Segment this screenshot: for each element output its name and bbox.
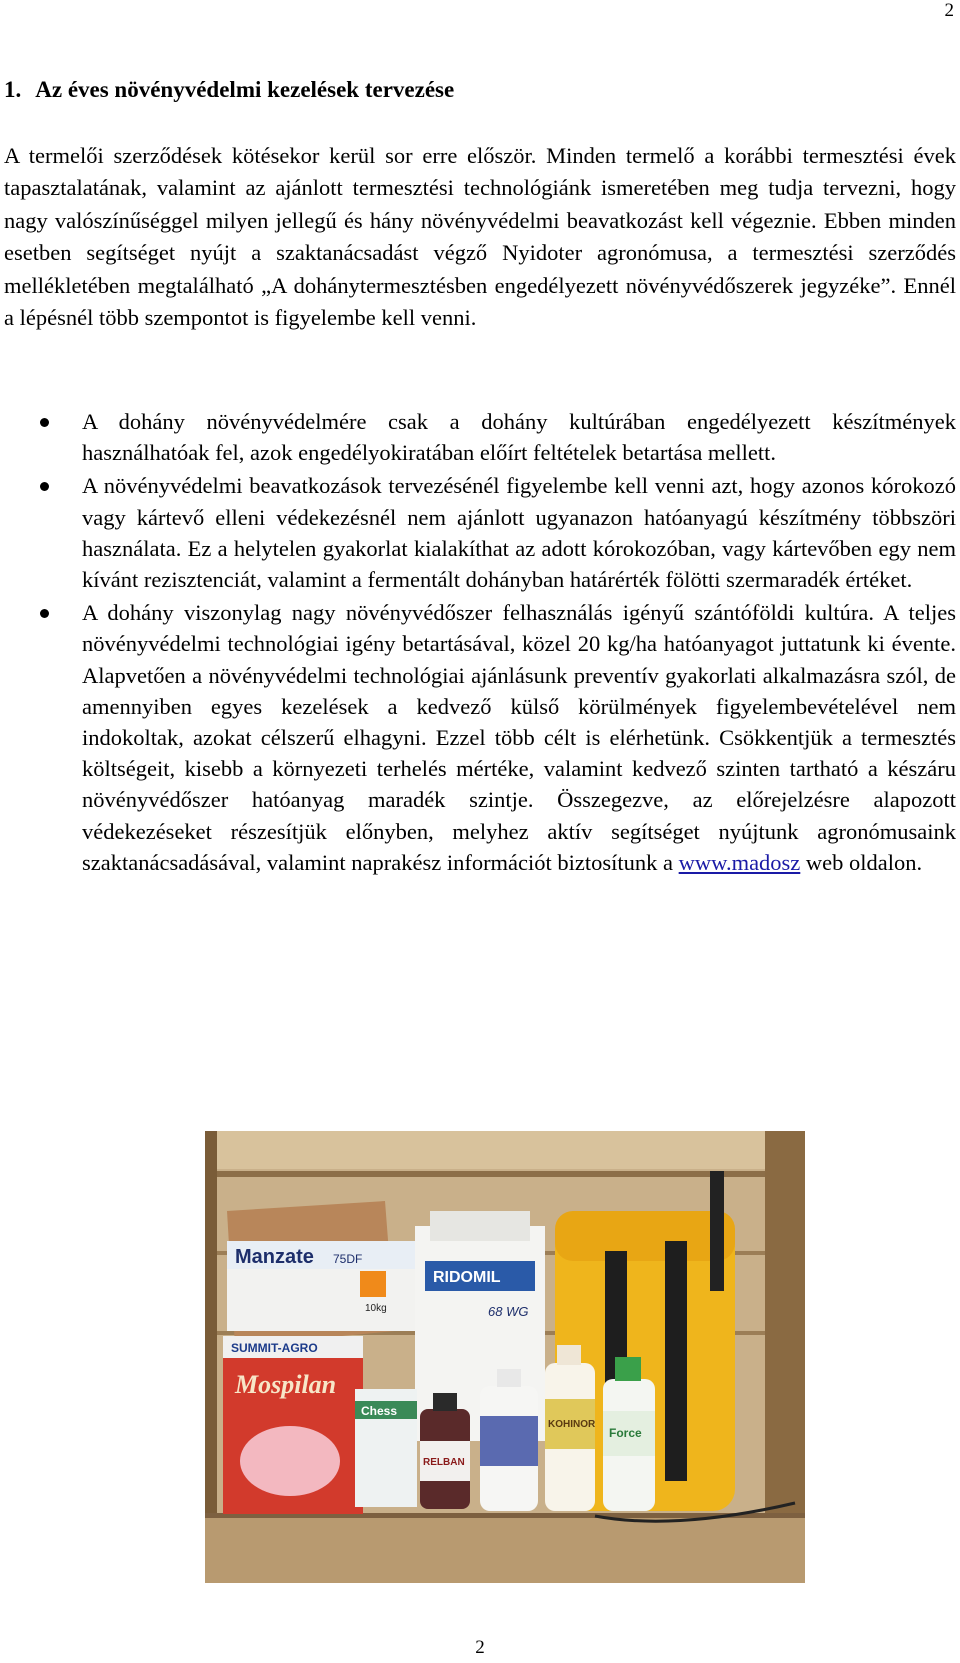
page-number-top: 2 xyxy=(944,0,954,21)
section-title: Az éves növényvédelmi kezelések tervezése xyxy=(35,77,455,102)
mospilan-label: Mospilan xyxy=(235,1370,337,1399)
list-item xyxy=(4,597,956,878)
ridomil-code: 68 WG xyxy=(488,1304,529,1319)
list-item xyxy=(4,470,956,595)
kohinor-label: KOHINOR xyxy=(548,1419,596,1430)
bullet-text: A növényvédelmi beavatkozások tervezésénél figyelembe kell venni azt, hogy azonos kórokozó vagy kártevő elleni védekezésnél nem ajánlott ugyanazon hatóanyagú készítmény többszöri használata. Ez a helytelen gyakorlat kialakíthat az adott kórokozóban, vagy kártevőben egy nem kívánt rezisztenciát, valamint a fermentált dohányban határérték fölötti szermaradék értéket. xyxy=(82,473,956,593)
bullet-text-tail: web oldalon. xyxy=(800,849,923,875)
force-label: Force xyxy=(609,1426,642,1440)
product-photo xyxy=(205,1131,805,1583)
bullet-icon xyxy=(40,418,49,427)
bullet-icon xyxy=(40,609,49,618)
photo-illustration xyxy=(205,1131,805,1583)
section-heading xyxy=(4,77,454,103)
manzate-weight: 10kg xyxy=(365,1303,387,1314)
intro-paragraph: A termelői szerződések kötésekor kerül sor erre először. Minden termelő a korábbi termesztési évek tapasztalatának, valamint az ajánlott termesztési technológiánk ismeretében meg tudja tervezni, hogy nagy valószínűséggel milyen jellegű és hány növényvédelmi beavatkozást kell végeznie. Ebben minden esetben segítséget nyújt a szaktanácsadást végző Nyidoter agronómusa, a termesztési szerződés mellékletében megtalálható „A dohánytermesztésben engedélyezett növényvédőszerek jegyzéke”. Ennél a lépésnél több szempontot is figyelembe kell venni. xyxy=(4,143,956,331)
list-item xyxy=(4,406,956,468)
page-number-bottom: 2 xyxy=(475,1637,485,1658)
bullet-icon xyxy=(40,482,49,491)
bullet-list xyxy=(4,406,956,880)
section-number: 1. xyxy=(4,77,22,102)
bullet-text: A dohány viszonylag nagy növényvédőszer felhasználás igényű szántóföldi kultúra. A teljes növényvédelmi technológiai igény betartásával, közel 20 kg/ha hatóanyagot juttatunk ki évente. Alapvetően a növényvédelmi technológiai ajánlásunk preventív gyakorlati alkalmazásra szól, de amennyiben egyes kezelések a kedvező külső körülmények figyelembevételével nem indokoltak, azokat célszerű elhagyni. Ezzel több célt is elérhetünk. Csökkentjük a termesztés költségeit, kisebb a környezeti terhelés mértéke, valamint kedvező szinten tartható a készáru növényvédőszer hatóanyag maradék szintje. Összegezve, az előrejelzésre alapozott védekezéseket részesítjük előnyben, melyhez aktív segítséget nyújtunk agronómusaink szaktanácsadásával, valamint naprakész információt biztosítunk a xyxy=(82,600,956,875)
summit-label: SUMMIT-AGRO xyxy=(231,1341,318,1355)
manzate-label: Manzate xyxy=(235,1246,314,1268)
manzate-code: 75DF xyxy=(333,1252,363,1266)
relban-label: RELBAN xyxy=(423,1457,465,1468)
ridomil-label: RIDOMIL xyxy=(433,1269,501,1286)
madosz-link[interactable]: www.madosz xyxy=(678,849,801,875)
bullet-text: A dohány növényvédelmére csak a dohány kultúrában engedélyezett készítmények használhatóak fel, azok engedélyokiratában előírt feltételek betartása mellett. xyxy=(82,409,956,466)
chess-label: Chess xyxy=(361,1404,398,1418)
